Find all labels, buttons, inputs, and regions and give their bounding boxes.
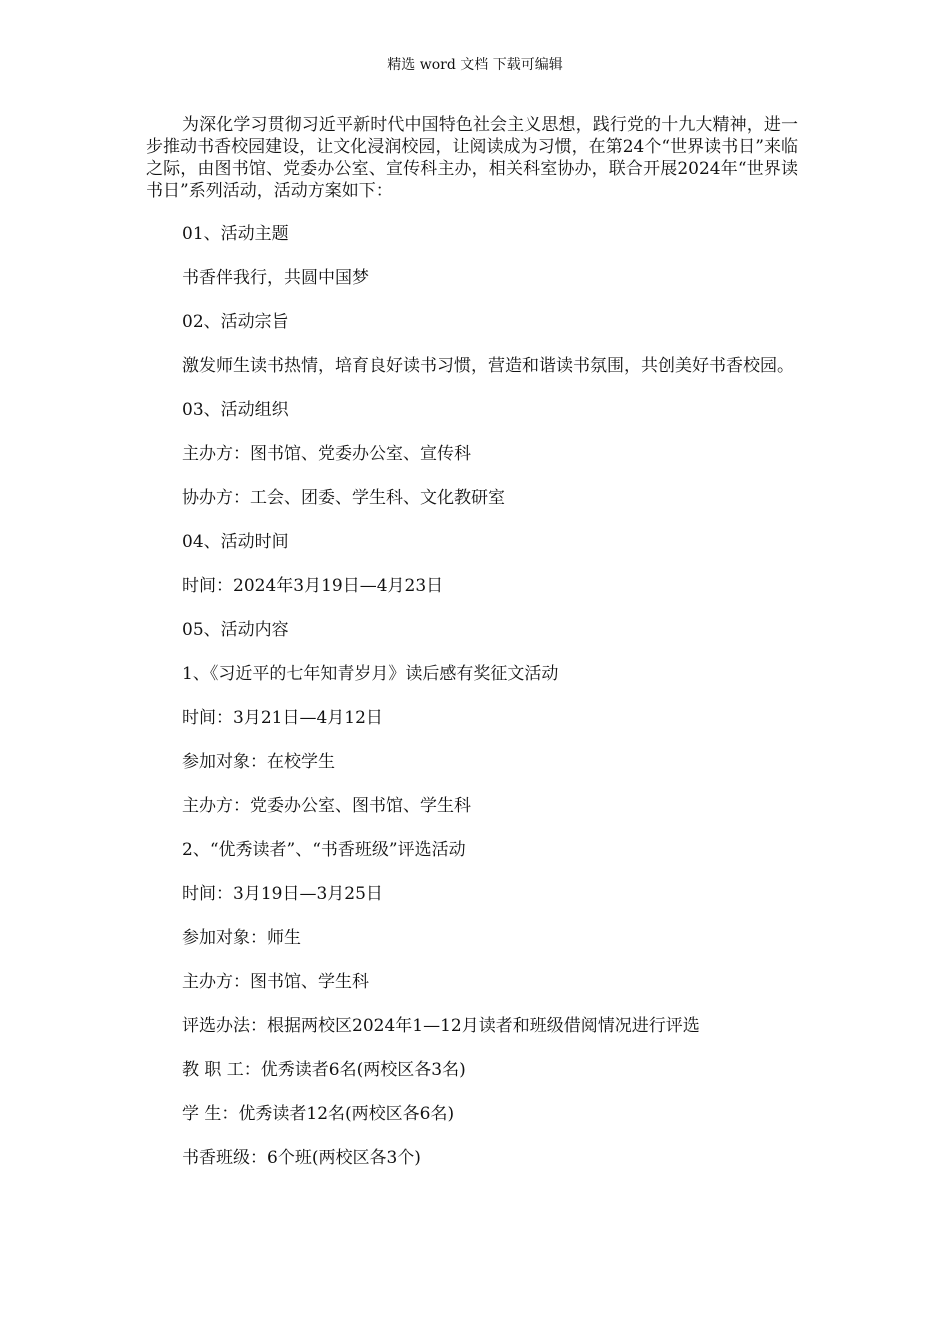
section-heading-content: 05、活动内容	[182, 620, 289, 640]
paragraph: 时间：3月19日—3月25日	[182, 884, 383, 904]
paragraph: 主办方：图书馆、学生科	[182, 972, 369, 992]
paragraph: 时间：2024年3月19日—4月23日	[182, 576, 444, 596]
paragraph: 激发师生读书热情，培育良好读书习惯，营造和谐读书氛围，共创美好书香校园。	[182, 356, 794, 376]
paragraph: 书香班级：6个班(两校区各3个)	[182, 1148, 421, 1168]
page-header: 精选 word 文档 下载可编辑	[387, 57, 563, 73]
section-heading-theme: 01、活动主题	[182, 224, 289, 244]
section-heading-purpose: 02、活动宗旨	[182, 312, 289, 332]
paragraph: 学 生：优秀读者12名(两校区各6名)	[182, 1104, 455, 1124]
activity-heading: 2、“优秀读者”、“书香班级”评选活动	[182, 840, 466, 860]
section-heading-organization: 03、活动组织	[182, 400, 289, 420]
paragraph: 参加对象：在校学生	[182, 752, 335, 772]
paragraph: 主办方：图书馆、党委办公室、宣传科	[182, 444, 471, 464]
activity-heading: 1、《习近平的七年知青岁月》读后感有奖征文活动	[182, 664, 559, 684]
document-body	[146, 114, 798, 1191]
paragraph: 书香伴我行，共圆中国梦	[182, 268, 369, 288]
paragraph: 参加对象：师生	[182, 928, 301, 948]
section-heading-time: 04、活动时间	[182, 532, 289, 552]
paragraph: 教 职 工：优秀读者6名(两校区各3名)	[182, 1060, 466, 1080]
paragraph: 时间：3月21日—4月12日	[182, 708, 383, 728]
paragraph: 协办方：工会、团委、学生科、文化教研室	[182, 488, 505, 508]
intro-paragraph: 为深化学习贯彻习近平新时代中国特色社会主义思想，践行党的十九大精神，进一步推动书香校园建设，让文化浸润校园，让阅读成为习惯，在第24个“世界读书日”来临之际，由图书馆、党委办公室、宣传科主办，相关科室协办，联合开展2024年“世界读书日”系列活动，活动方案如下：	[146, 115, 798, 201]
paragraph: 评选办法：根据两校区2024年1—12月读者和班级借阅情况进行评选	[182, 1016, 700, 1036]
paragraph: 主办方：党委办公室、图书馆、学生科	[182, 796, 471, 816]
